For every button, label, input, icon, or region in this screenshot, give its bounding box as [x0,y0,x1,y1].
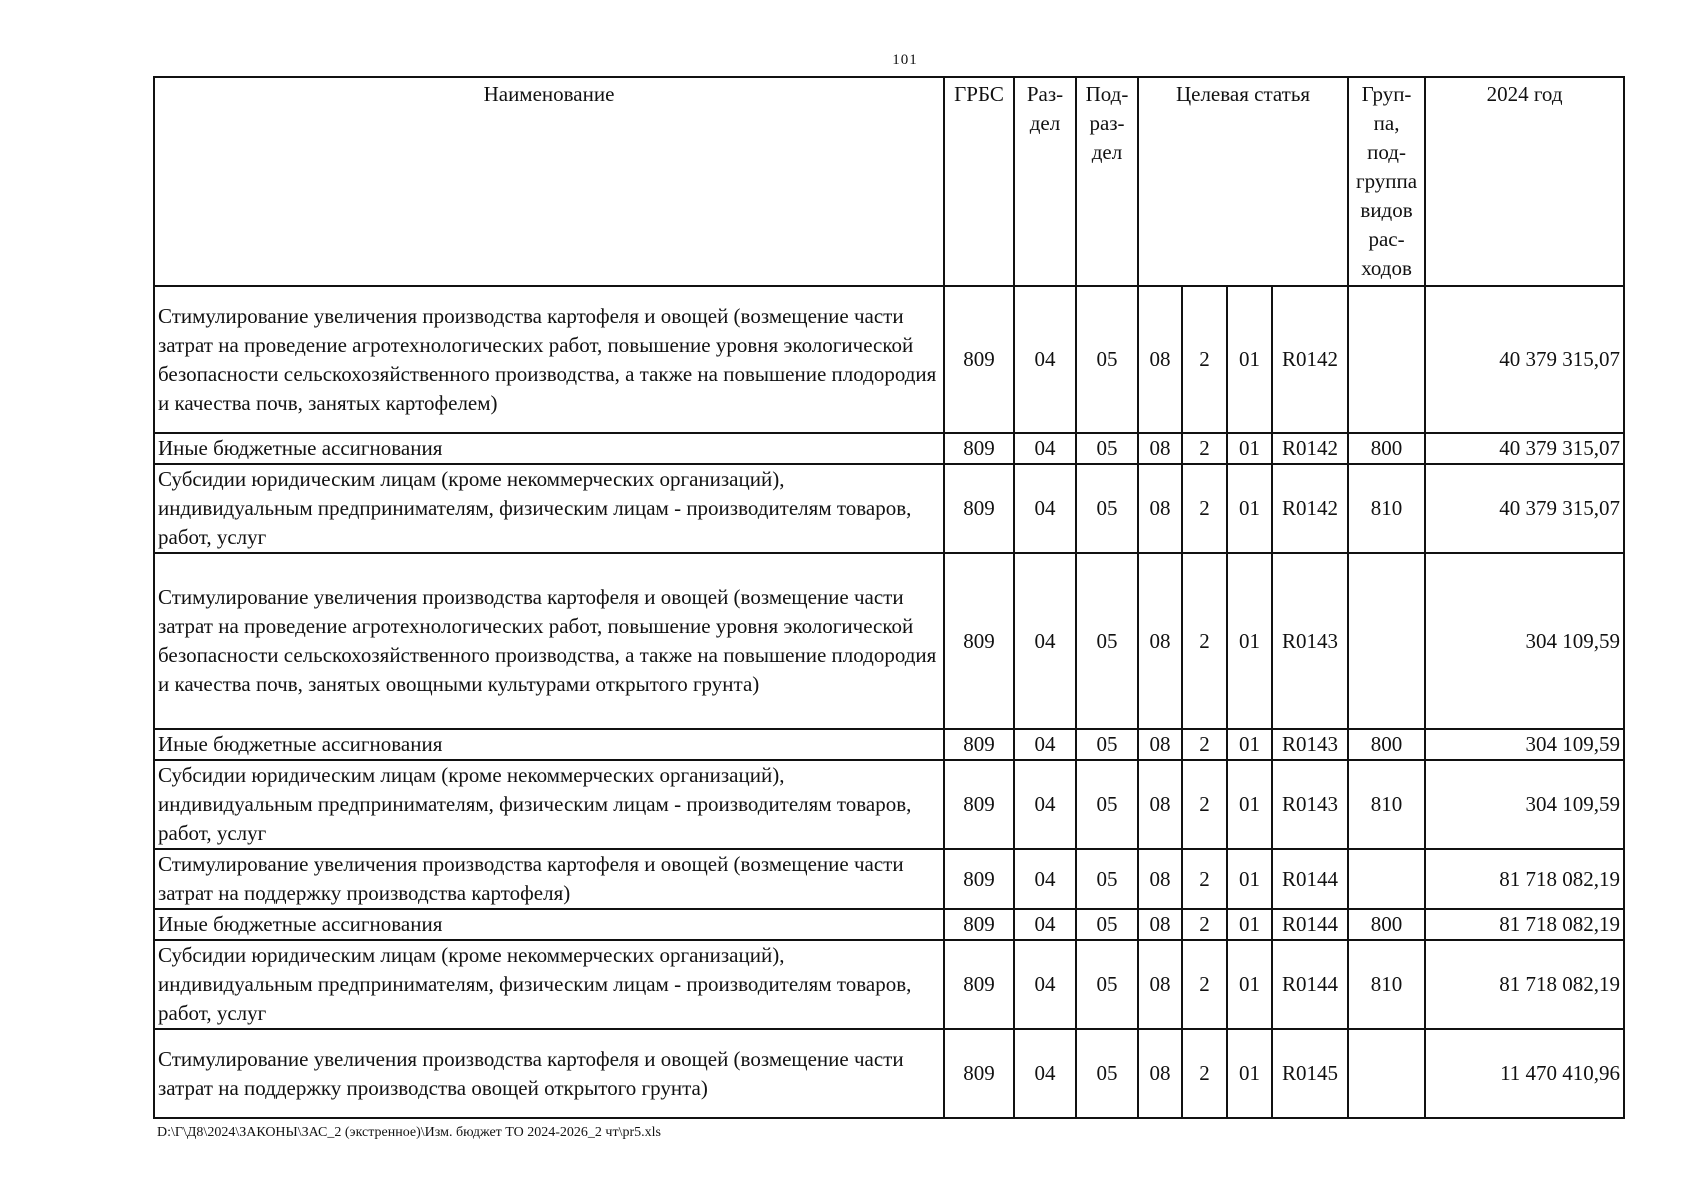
header-expense-group: Груп- па, под- группа видов рас- ходов [1348,77,1425,286]
table-row [154,849,1624,909]
table-row [154,286,1624,433]
row-grbs: 809 [944,940,1014,1029]
row-target-code: R0143 [1272,553,1348,729]
row-target-subprogram: 2 [1182,286,1227,433]
row-target-subprogram: 2 [1182,909,1227,940]
row-target-subprogram: 2 [1182,940,1227,1029]
row-grbs: 809 [944,433,1014,464]
table-row [154,940,1624,1029]
row-target-program: 08 [1138,760,1182,849]
row-target-event: 01 [1227,909,1272,940]
row-razdel: 04 [1014,464,1076,553]
row-target-program: 08 [1138,940,1182,1029]
row-target-subprogram: 2 [1182,464,1227,553]
row-target-subprogram: 2 [1182,760,1227,849]
row-name: Иные бюджетные ассигнования [154,729,944,760]
row-target-event: 01 [1227,849,1272,909]
row-target-program: 08 [1138,464,1182,553]
file-path-footer: D:\Г\Д8\2024\ЗАКОНЫ\ЗАС_2 (экстренное)\Изм. бюджет ТО 2024-2026_2 чт\pr5.xls [157,1125,661,1140]
row-target-subprogram: 2 [1182,1029,1227,1118]
row-grbs: 809 [944,729,1014,760]
row-target-program: 08 [1138,849,1182,909]
row-expense-group: 810 [1348,940,1425,1029]
row-target-subprogram: 2 [1182,553,1227,729]
row-amount: 11 470 410,96 [1425,1029,1624,1118]
row-name: Стимулирование увеличения производства картофеля и овощей (возмещение части затрат на проведение агротехнологических работ, повышение уровня экологической безопасности сельскохозяйственного производства, а также на повышение плодородия и качества почв, занятых овощными культурами открытого грунта) [154,553,944,729]
row-podrazdel: 05 [1076,464,1138,553]
row-amount: 81 718 082,19 [1425,940,1624,1029]
row-name: Субсидии юридическим лицам (кроме некоммерческих организаций), индивидуальным предпринимателям, физическим лицам - производителям товаров, работ, услуг [154,464,944,553]
row-podrazdel: 05 [1076,729,1138,760]
row-name: Стимулирование увеличения производства картофеля и овощей (возмещение части затрат на поддержку производства картофеля) [154,849,944,909]
row-target-program: 08 [1138,553,1182,729]
row-target-event: 01 [1227,1029,1272,1118]
row-razdel: 04 [1014,553,1076,729]
row-razdel: 04 [1014,849,1076,909]
row-amount: 304 109,59 [1425,553,1624,729]
row-razdel: 04 [1014,909,1076,940]
row-target-event: 01 [1227,760,1272,849]
table-row [154,909,1624,940]
header-razdel: Раз- дел [1014,77,1076,286]
row-razdel: 04 [1014,760,1076,849]
row-razdel: 04 [1014,940,1076,1029]
row-target-event: 01 [1227,553,1272,729]
row-target-program: 08 [1138,1029,1182,1118]
row-target-subprogram: 2 [1182,849,1227,909]
row-amount: 40 379 315,07 [1425,433,1624,464]
row-podrazdel: 05 [1076,1029,1138,1118]
row-target-program: 08 [1138,433,1182,464]
row-target-code: R0144 [1272,940,1348,1029]
row-amount: 81 718 082,19 [1425,849,1624,909]
row-name: Стимулирование увеличения производства картофеля и овощей (возмещение части затрат на поддержку производства овощей открытого грунта) [154,1029,944,1118]
row-target-event: 01 [1227,464,1272,553]
table-row [154,464,1624,553]
row-amount: 40 379 315,07 [1425,464,1624,553]
row-target-event: 01 [1227,940,1272,1029]
row-podrazdel: 05 [1076,286,1138,433]
row-podrazdel: 05 [1076,849,1138,909]
row-expense-group: 810 [1348,760,1425,849]
row-target-code: R0142 [1272,464,1348,553]
row-amount: 304 109,59 [1425,760,1624,849]
table-row [154,433,1624,464]
table-row [154,1029,1624,1118]
row-target-code: R0142 [1272,286,1348,433]
table-row [154,729,1624,760]
row-target-program: 08 [1138,909,1182,940]
row-podrazdel: 05 [1076,553,1138,729]
row-podrazdel: 05 [1076,909,1138,940]
row-podrazdel: 05 [1076,760,1138,849]
row-grbs: 809 [944,760,1014,849]
row-target-code: R0145 [1272,1029,1348,1118]
row-expense-group: 810 [1348,464,1425,553]
row-razdel: 04 [1014,433,1076,464]
row-grbs: 809 [944,286,1014,433]
row-razdel: 04 [1014,729,1076,760]
row-target-code: R0144 [1272,909,1348,940]
row-target-code: R0144 [1272,849,1348,909]
row-target-subprogram: 2 [1182,729,1227,760]
row-amount: 81 718 082,19 [1425,909,1624,940]
row-expense-group [1348,849,1425,909]
row-target-event: 01 [1227,729,1272,760]
row-podrazdel: 05 [1076,433,1138,464]
row-podrazdel: 05 [1076,940,1138,1029]
row-name: Субсидии юридическим лицам (кроме некоммерческих организаций), индивидуальным предпринимателям, физическим лицам - производителям товаров, работ, услуг [154,940,944,1029]
row-name: Субсидии юридическим лицам (кроме некоммерческих организаций), индивидуальным предпринимателям, физическим лицам - производителям товаров, работ, услуг [154,760,944,849]
row-grbs: 809 [944,553,1014,729]
row-grbs: 809 [944,1029,1014,1118]
header-name: Наименование [154,77,944,286]
row-expense-group [1348,1029,1425,1118]
row-amount: 40 379 315,07 [1425,286,1624,433]
row-name: Иные бюджетные ассигнования [154,909,944,940]
row-target-event: 01 [1227,286,1272,433]
header-grbs: ГРБС [944,77,1014,286]
table-row [154,760,1624,849]
row-expense-group: 800 [1348,729,1425,760]
row-razdel: 04 [1014,1029,1076,1118]
row-target-program: 08 [1138,729,1182,760]
row-expense-group: 800 [1348,909,1425,940]
row-target-event: 01 [1227,433,1272,464]
row-target-code: R0142 [1272,433,1348,464]
row-target-code: R0143 [1272,729,1348,760]
row-target-program: 08 [1138,286,1182,433]
row-expense-group [1348,286,1425,433]
row-grbs: 809 [944,464,1014,553]
header-podrazdel: Под- раз- дел [1076,77,1138,286]
budget-table [153,76,1625,1119]
row-razdel: 04 [1014,286,1076,433]
row-grbs: 809 [944,849,1014,909]
row-grbs: 809 [944,909,1014,940]
row-name: Стимулирование увеличения производства картофеля и овощей (возмещение части затрат на проведение агротехнологических работ, повышение уровня экологической безопасности сельскохозяйственного производства, а также на повышение плодородия и качества почв, занятых картофелем) [154,286,944,433]
row-expense-group [1348,553,1425,729]
table-header-row [154,77,1624,286]
table-row [154,553,1624,729]
row-expense-group: 800 [1348,433,1425,464]
header-target-article: Целевая статья [1138,77,1348,286]
row-name: Иные бюджетные ассигнования [154,433,944,464]
row-target-subprogram: 2 [1182,433,1227,464]
header-year-2024: 2024 год [1425,77,1624,286]
page-number: 101 [892,52,918,68]
row-amount: 304 109,59 [1425,729,1624,760]
row-target-code: R0143 [1272,760,1348,849]
